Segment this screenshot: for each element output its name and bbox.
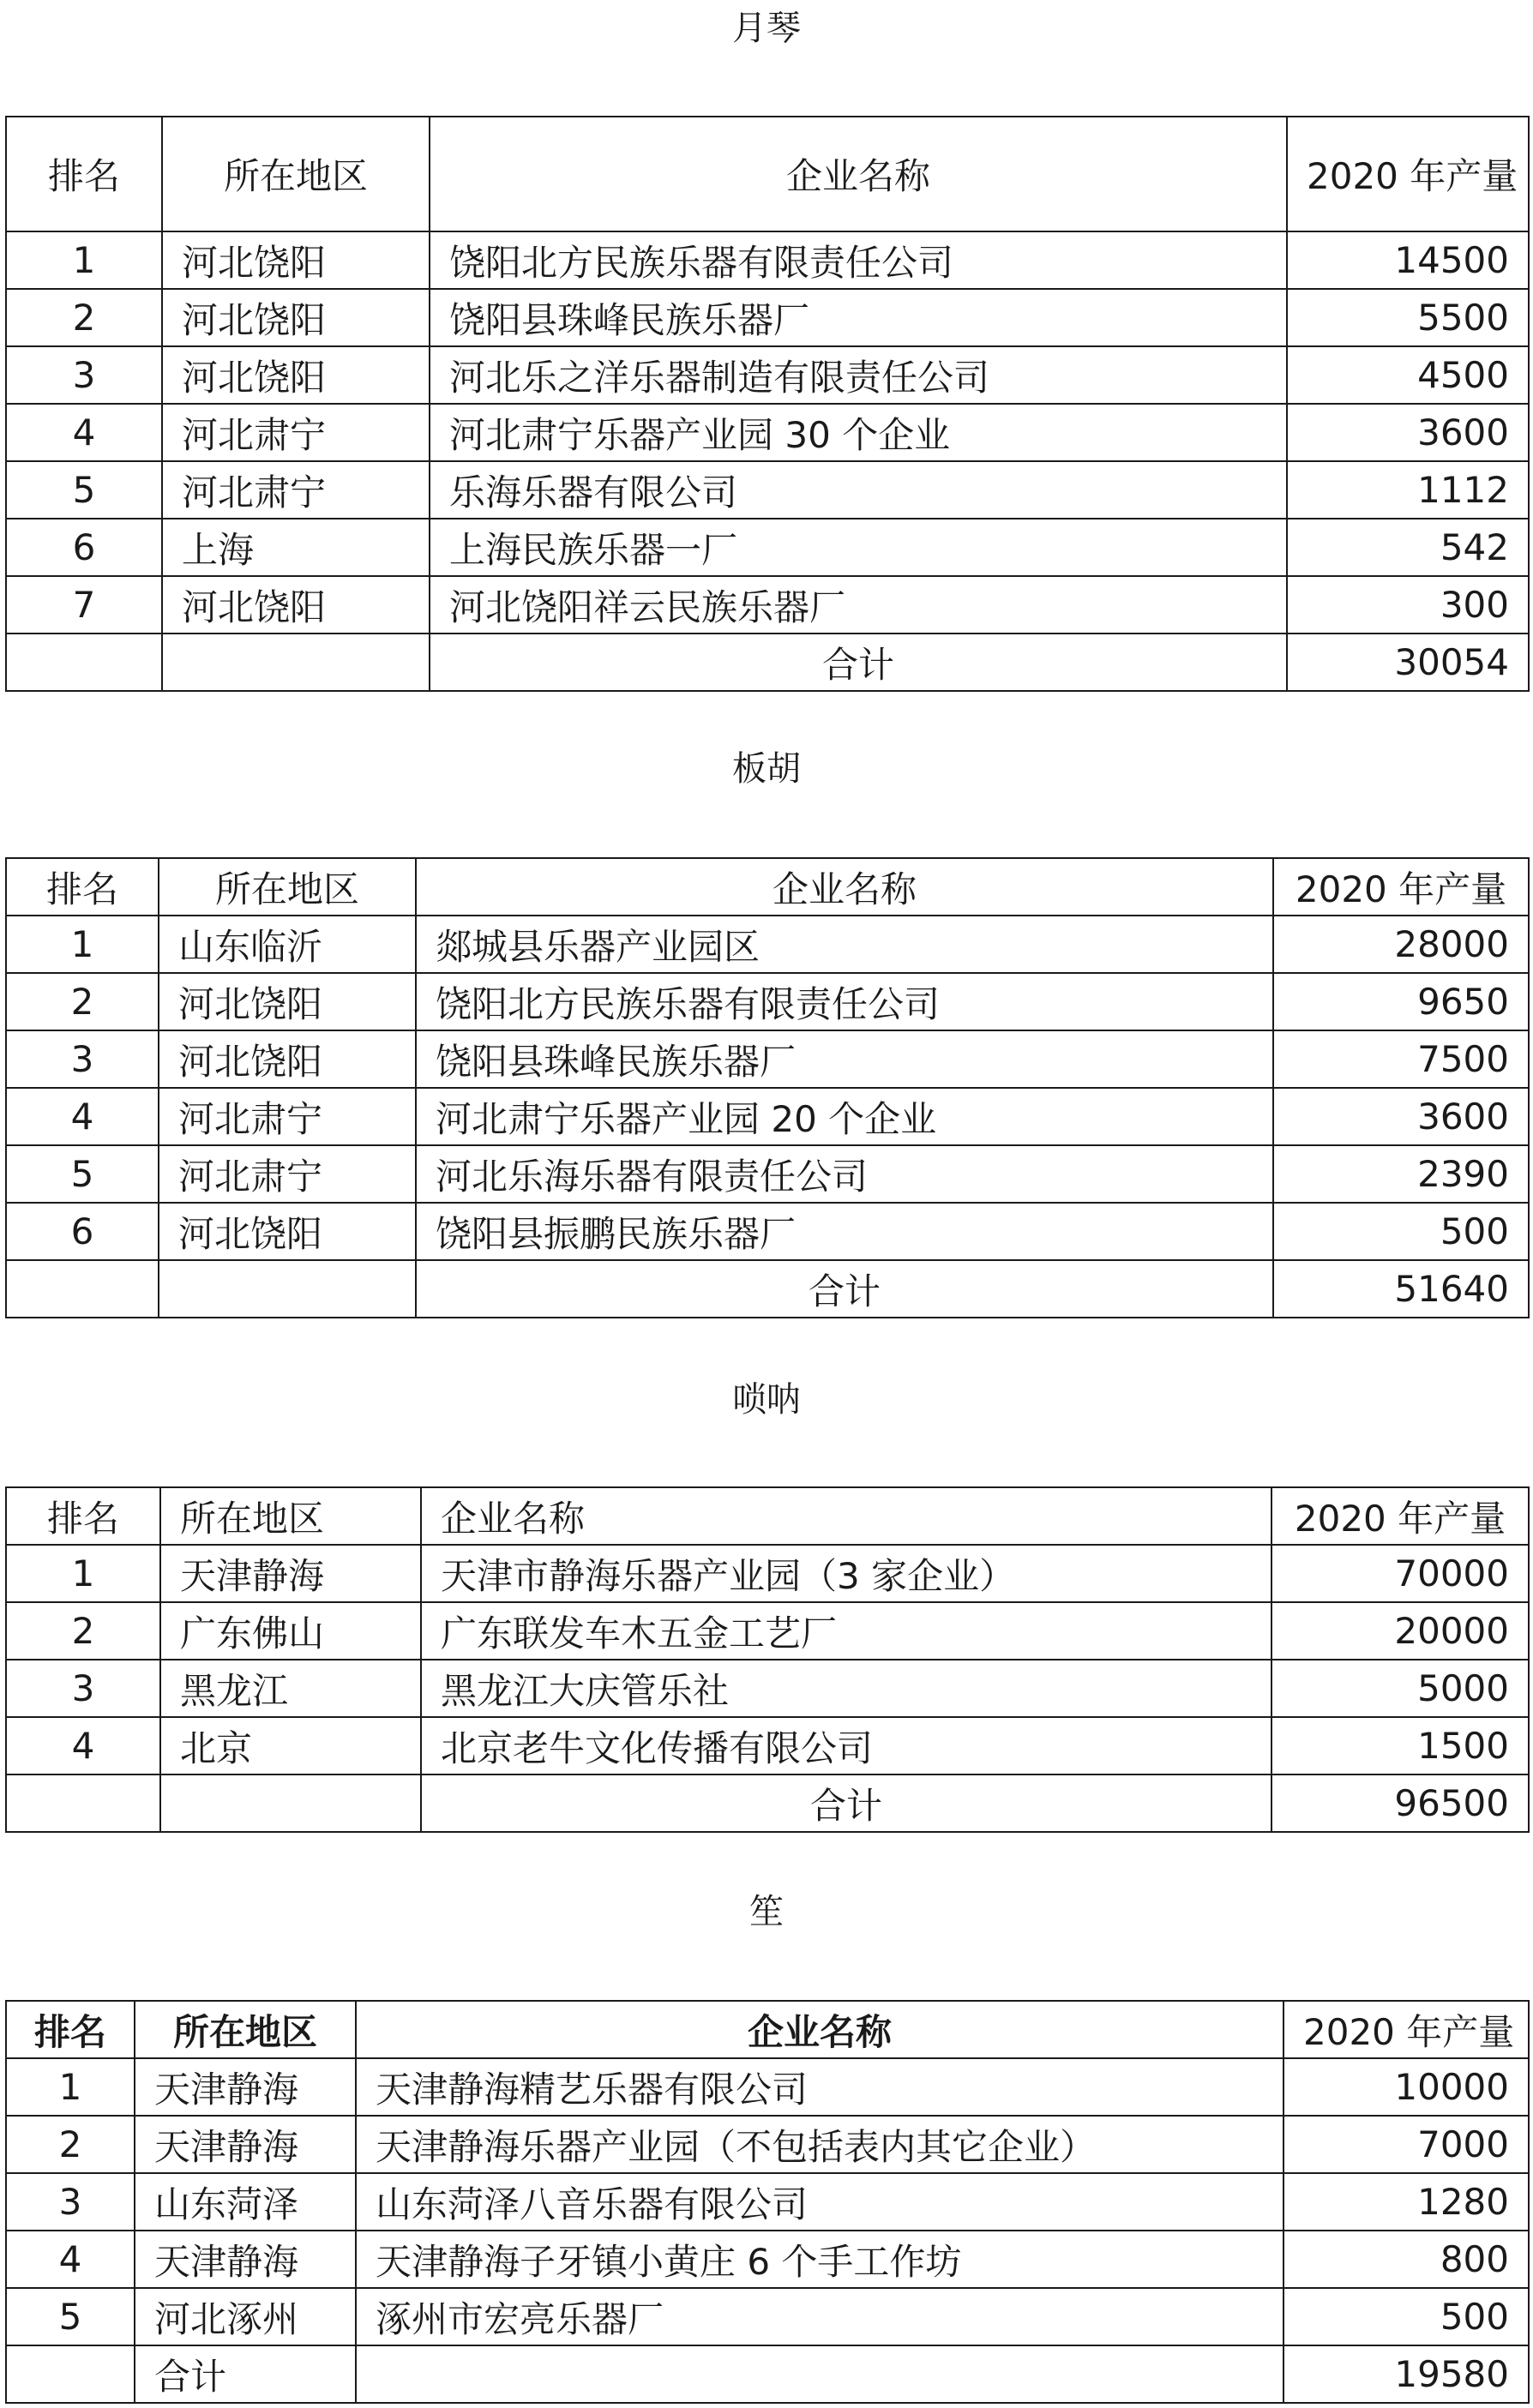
header-region: 所在地区 <box>135 2001 356 2058</box>
cell-rank: 4 <box>6 1088 159 1145</box>
header-region: 所在地区 <box>162 117 430 231</box>
total-value: 51640 <box>1273 1260 1529 1318</box>
cell-output: 3600 <box>1273 1088 1529 1145</box>
cell-region: 黑龙江 <box>160 1660 421 1717</box>
header-rank: 排名 <box>6 117 162 231</box>
cell-company: 郯城县乐器产业园区 <box>416 916 1273 973</box>
cell-output: 5000 <box>1271 1660 1529 1717</box>
table-banhu <box>5 857 1530 1318</box>
table-row <box>6 2173 1529 2231</box>
cell-company: 天津静海乐器产业园（不包括表内其它企业） <box>356 2116 1284 2173</box>
table-row <box>6 2116 1529 2173</box>
total-label: 合计 <box>421 1774 1271 1832</box>
cell-region: 山东临沂 <box>159 916 416 973</box>
cell-rank: 4 <box>6 1717 160 1774</box>
table-row <box>6 404 1529 461</box>
cell-empty <box>6 2345 135 2403</box>
cell-rank: 7 <box>6 576 162 634</box>
cell-rank: 6 <box>6 1203 159 1260</box>
header-output: 2020 年产量 <box>1271 1487 1529 1545</box>
table-row <box>6 1660 1529 1717</box>
cell-rank: 1 <box>6 1545 160 1602</box>
cell-output: 7500 <box>1273 1030 1529 1088</box>
cell-output: 300 <box>1287 576 1529 634</box>
total-row <box>6 634 1529 691</box>
total-label: 合计 <box>416 1260 1273 1318</box>
cell-region: 河北肃宁 <box>159 1145 416 1203</box>
cell-region: 天津静海 <box>135 2116 356 2173</box>
cell-rank: 2 <box>6 973 159 1030</box>
table-row <box>6 576 1529 634</box>
cell-region: 山东菏泽 <box>135 2173 356 2231</box>
total-label: 合计 <box>135 2345 356 2403</box>
cell-company: 河北饶阳祥云民族乐器厂 <box>430 576 1287 634</box>
total-row <box>6 1260 1529 1318</box>
cell-output: 1280 <box>1284 2173 1529 2231</box>
table-header-row <box>6 858 1529 916</box>
cell-output: 20000 <box>1271 1602 1529 1660</box>
cell-company: 河北乐海乐器有限责任公司 <box>416 1145 1273 1203</box>
cell-output: 500 <box>1273 1203 1529 1260</box>
cell-company: 天津市静海乐器产业园（3 家企业） <box>421 1545 1271 1602</box>
table-row <box>6 1030 1529 1088</box>
cell-output: 800 <box>1284 2231 1529 2288</box>
cell-region: 河北肃宁 <box>159 1088 416 1145</box>
cell-region: 北京 <box>160 1717 421 1774</box>
cell-rank: 1 <box>6 231 162 289</box>
header-company: 企业名称 <box>356 2001 1284 2058</box>
cell-rank: 3 <box>6 1660 160 1717</box>
cell-region: 河北饶阳 <box>159 1203 416 1260</box>
table-row <box>6 1717 1529 1774</box>
total-value: 19580 <box>1284 2345 1529 2403</box>
cell-rank: 5 <box>6 1145 159 1203</box>
total-value: 96500 <box>1271 1774 1529 1832</box>
cell-output: 1112 <box>1287 461 1529 519</box>
table-suona <box>5 1486 1530 1833</box>
cell-output: 3600 <box>1287 404 1529 461</box>
cell-empty <box>356 2345 1284 2403</box>
table-header-row <box>6 1487 1529 1545</box>
table-row <box>6 2288 1529 2345</box>
cell-company: 河北肃宁乐器产业园 20 个企业 <box>416 1088 1273 1145</box>
cell-rank: 1 <box>6 2058 135 2116</box>
cell-rank: 3 <box>6 346 162 404</box>
cell-company: 天津静海子牙镇小黄庄 6 个手工作坊 <box>356 2231 1284 2288</box>
cell-company: 饶阳北方民族乐器有限责任公司 <box>416 973 1273 1030</box>
cell-rank: 3 <box>6 2173 135 2231</box>
cell-company: 饶阳县珠峰民族乐器厂 <box>430 289 1287 346</box>
cell-region: 天津静海 <box>135 2058 356 2116</box>
table-row <box>6 1088 1529 1145</box>
cell-output: 7000 <box>1284 2116 1529 2173</box>
cell-rank: 1 <box>6 916 159 973</box>
cell-company: 黑龙江大庆管乐社 <box>421 1660 1271 1717</box>
cell-rank: 5 <box>6 2288 135 2345</box>
cell-output: 9650 <box>1273 973 1529 1030</box>
cell-region: 河北饶阳 <box>159 973 416 1030</box>
table-yueqin <box>5 116 1530 692</box>
cell-rank: 5 <box>6 461 162 519</box>
cell-rank: 3 <box>6 1030 159 1088</box>
cell-company: 饶阳县珠峰民族乐器厂 <box>416 1030 1273 1088</box>
cell-company: 山东菏泽八音乐器有限公司 <box>356 2173 1284 2231</box>
table-row <box>6 1203 1529 1260</box>
cell-output: 70000 <box>1271 1545 1529 1602</box>
cell-region: 广东佛山 <box>160 1602 421 1660</box>
header-rank: 排名 <box>6 2001 135 2058</box>
header-rank: 排名 <box>6 1487 160 1545</box>
cell-company: 涿州市宏亮乐器厂 <box>356 2288 1284 2345</box>
cell-output: 28000 <box>1273 916 1529 973</box>
cell-region: 天津静海 <box>160 1545 421 1602</box>
cell-empty <box>160 1774 421 1832</box>
cell-empty <box>162 634 430 691</box>
cell-rank: 2 <box>6 289 162 346</box>
cell-rank: 2 <box>6 2116 135 2173</box>
cell-company: 饶阳北方民族乐器有限责任公司 <box>430 231 1287 289</box>
cell-company: 上海民族乐器一厂 <box>430 519 1287 576</box>
cell-region: 河北饶阳 <box>162 289 430 346</box>
table-row <box>6 231 1529 289</box>
cell-empty <box>6 1260 159 1318</box>
cell-empty <box>6 1774 160 1832</box>
section-title-banhu: 板胡 <box>732 749 801 789</box>
table-row <box>6 289 1529 346</box>
cell-region: 河北肃宁 <box>162 461 430 519</box>
cell-rank: 4 <box>6 2231 135 2288</box>
cell-output: 500 <box>1284 2288 1529 2345</box>
cell-output: 5500 <box>1287 289 1529 346</box>
header-region: 所在地区 <box>159 858 416 916</box>
header-company: 企业名称 <box>421 1487 1271 1545</box>
table-sheng <box>5 2000 1530 2404</box>
cell-empty <box>6 634 162 691</box>
table-row <box>6 1545 1529 1602</box>
total-row <box>6 2345 1529 2403</box>
table-header-row <box>6 2001 1529 2058</box>
cell-output: 542 <box>1287 519 1529 576</box>
header-output: 2020 年产量 <box>1287 117 1529 231</box>
section-title-suona: 唢呐 <box>732 1380 801 1420</box>
cell-region: 河北饶阳 <box>162 576 430 634</box>
cell-region: 河北饶阳 <box>162 231 430 289</box>
cell-rank: 4 <box>6 404 162 461</box>
cell-region: 河北肃宁 <box>162 404 430 461</box>
cell-region: 河北涿州 <box>135 2288 356 2345</box>
table-row <box>6 2058 1529 2116</box>
total-label: 合计 <box>430 634 1287 691</box>
cell-region: 河北饶阳 <box>159 1030 416 1088</box>
cell-output: 4500 <box>1287 346 1529 404</box>
table-row <box>6 2231 1529 2288</box>
total-row <box>6 1774 1529 1832</box>
cell-output: 10000 <box>1284 2058 1529 2116</box>
cell-output: 14500 <box>1287 231 1529 289</box>
cell-company: 乐海乐器有限公司 <box>430 461 1287 519</box>
header-region: 所在地区 <box>160 1487 421 1545</box>
header-output: 2020 年产量 <box>1273 858 1529 916</box>
header-output: 2020 年产量 <box>1284 2001 1529 2058</box>
cell-rank: 6 <box>6 519 162 576</box>
cell-company: 广东联发车木五金工艺厂 <box>421 1602 1271 1660</box>
cell-rank: 2 <box>6 1602 160 1660</box>
header-company: 企业名称 <box>416 858 1273 916</box>
section-title-yueqin: 月琴 <box>732 9 801 48</box>
cell-company: 天津静海精艺乐器有限公司 <box>356 2058 1284 2116</box>
cell-output: 2390 <box>1273 1145 1529 1203</box>
cell-region: 河北饶阳 <box>162 346 430 404</box>
cell-company: 饶阳县振鹏民族乐器厂 <box>416 1203 1273 1260</box>
total-value: 30054 <box>1287 634 1529 691</box>
header-company: 企业名称 <box>430 117 1287 231</box>
cell-region: 天津静海 <box>135 2231 356 2288</box>
table-row <box>6 461 1529 519</box>
table-row <box>6 1145 1529 1203</box>
table-header-row <box>6 117 1529 231</box>
header-rank: 排名 <box>6 858 159 916</box>
cell-region: 上海 <box>162 519 430 576</box>
table-row <box>6 973 1529 1030</box>
table-row <box>6 519 1529 576</box>
table-row <box>6 1602 1529 1660</box>
cell-company: 河北乐之洋乐器制造有限责任公司 <box>430 346 1287 404</box>
section-title-sheng: 笙 <box>749 1892 784 1931</box>
cell-company: 北京老牛文化传播有限公司 <box>421 1717 1271 1774</box>
table-row <box>6 916 1529 973</box>
cell-output: 1500 <box>1271 1717 1529 1774</box>
cell-empty <box>159 1260 416 1318</box>
table-row <box>6 346 1529 404</box>
cell-company: 河北肃宁乐器产业园 30 个企业 <box>430 404 1287 461</box>
